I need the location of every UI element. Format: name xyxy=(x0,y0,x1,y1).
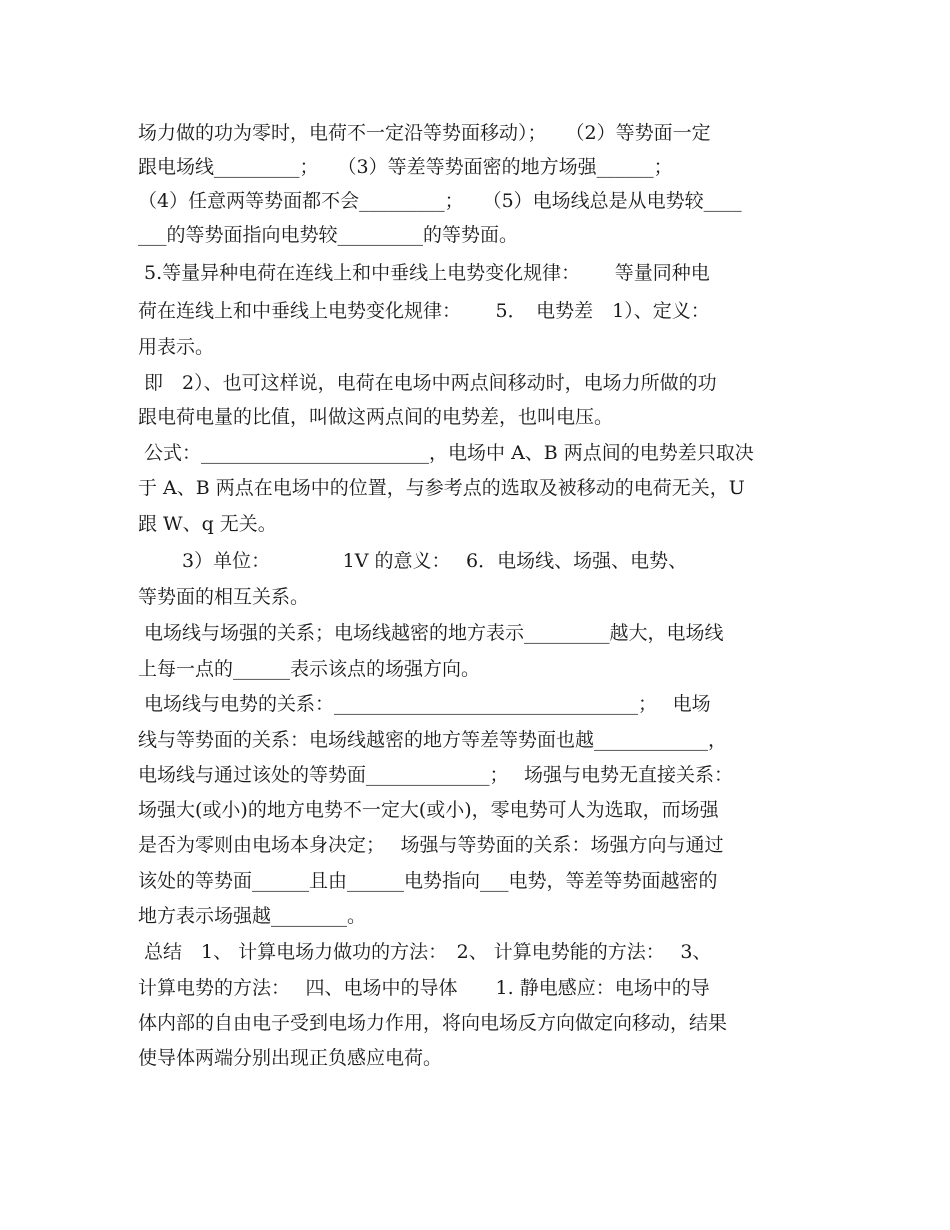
text-line-24: 总结 1、 计算电场力做功的方法： 2、 计算电势能的方法： 3、 xyxy=(138,941,712,963)
text-line-2: 跟电场线_________； （3）等差等势面密的地方场强______； xyxy=(138,156,673,178)
text-line-14: 等势面的相互关系。 xyxy=(138,586,310,608)
text-line-17: 电场线与电势的关系：________________________________； 电场 xyxy=(138,693,711,715)
text-line-23: 地方表示场强越________。 xyxy=(138,905,367,927)
text-line-8: 即 2）、也可这样说，电荷在电场中两点间移动时，电场力所做的功 xyxy=(138,372,717,394)
text-line-1: 场力做的功为零时，电荷不一定沿等势面移动）； （2）等势面一定 xyxy=(138,122,711,144)
text-line-25: 计算电势的方法： 四、电场中的导体 1. 静电感应：电场中的导 xyxy=(138,977,710,999)
text-line-21: 是否为零则由电场本身决定； 场强与等势面的关系：场强方向与通过 xyxy=(138,834,724,856)
text-line-13: 3）单位： 1V 的意义： 6．电场线、场强、电势、 xyxy=(138,550,688,572)
text-line-10: 公式：________________________，电场中 A、B 两点间的电势差只取决 xyxy=(138,442,754,464)
text-line-22: 该处的等势面______且由______电势指向___电势，等差等势面越密的 xyxy=(138,870,718,892)
text-line-9: 跟电荷电量的比值，叫做这两点间的电势差，也叫电压。 xyxy=(138,406,614,428)
text-line-7: 用表示。 xyxy=(138,336,215,358)
text-line-3: （4）任意两等势面都不会_________； （5）电场线总是从电势较____ xyxy=(138,190,742,212)
text-line-20: 场强大(或小)的地方电势不一定大(或小)，零电势可人为选取，而场强 xyxy=(138,799,719,821)
text-line-11: 于 A、B 两点在电场中的位置，与参考点的选取及被移动的电荷无关，U xyxy=(138,477,745,499)
text-line-15: 电场线与场强的关系；电场线越密的地方表示_________越大，电场线 xyxy=(138,622,724,644)
text-line-4: ___的等势面指向电势较_________的等势面。 xyxy=(138,224,519,246)
text-line-18: 线与等势面的关系：电场线越密的地方等差等势面也越____________， xyxy=(138,729,728,751)
text-line-27: 使导体两端分别出现正负感应电荷。 xyxy=(138,1047,443,1069)
text-line-16: 上每一点的______表示该点的场强方向。 xyxy=(138,658,481,680)
text-line-6: 荷在连线上和中垂线上电势变化规律： 5． 电势差 1）、定义： xyxy=(138,300,710,322)
text-line-19: 电场线与通过该处的等势面_____________； 场强与电势无直接关系： xyxy=(138,764,734,786)
text-line-26: 体内部的自由电子受到电场力作用，将向电场反方向做定向移动，结果 xyxy=(138,1012,728,1034)
text-line-5: 5.等量异种电荷在连线上和中垂线上电势变化规律： 等量同种电 xyxy=(138,262,710,284)
text-line-12: 跟 W、q 无关。 xyxy=(138,513,277,535)
